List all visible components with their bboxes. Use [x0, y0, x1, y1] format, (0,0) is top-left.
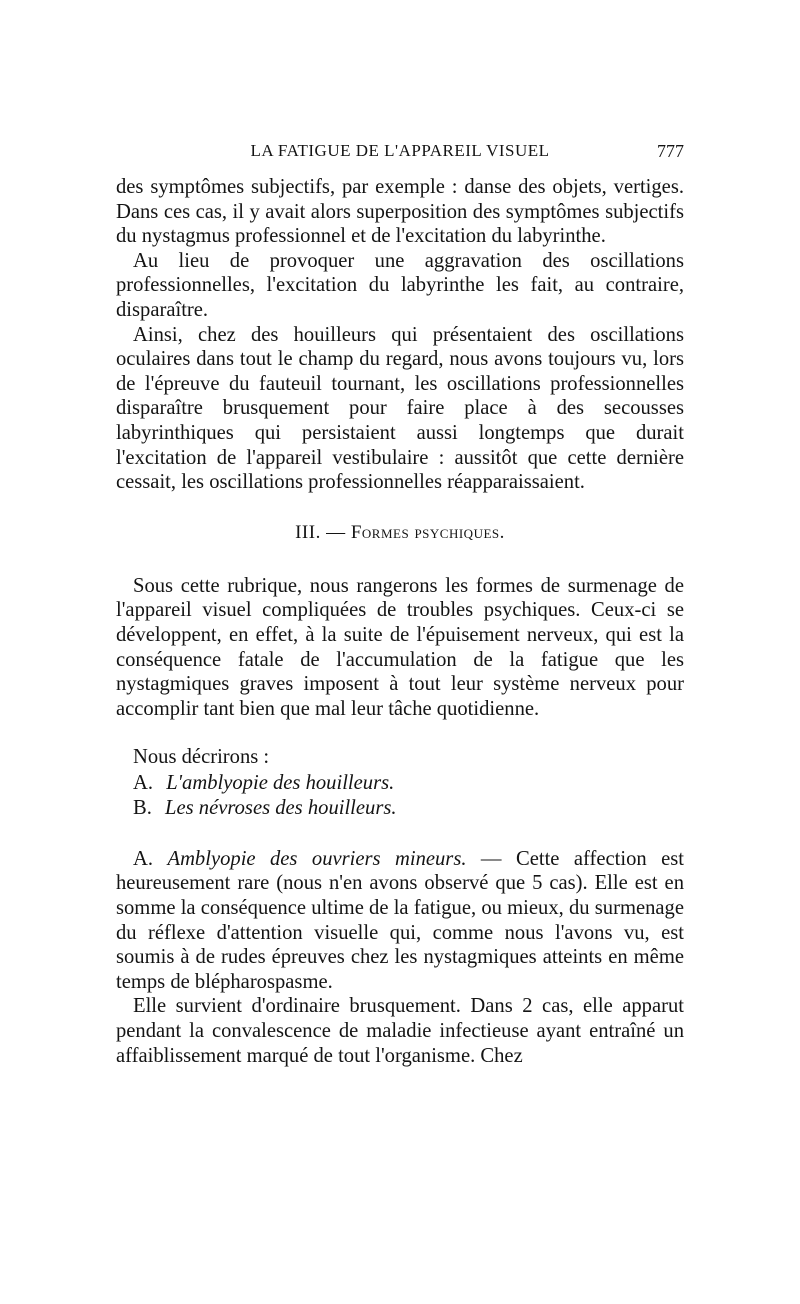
paragraph-continued: des symptômes subjectifs, par exemple : danse des objets, vertiges. Dans ces cas, il y avait alors superposition des symptômes subjectifs du nystagmus professionnel et de l'excitation du labyrinthe. [116, 176, 684, 248]
section-heading [116, 521, 684, 545]
paragraph-section-intro: Sous cette rubrique, nous rangerons les formes de surmenage de l'appareil visuel compliquées de troubles psychiques. Ceux-ci se développent, en effet, à la suite de l'épuisement nerveux, qui est la conséquence fatale de l'accumulation de la fatigue que les nystagmiques graves imposent à tout leur système nerveux pour accomplir tant bien que mal leur tâche quotidienne. [116, 574, 684, 720]
list-intro: Nous décrirons : [133, 746, 270, 769]
list-marker: B. [133, 797, 152, 820]
paragraph-labyrinth: Au lieu de provoquer une aggravation des oscillations professionnelles, l'excitation du labyrinthe les fait, au contraire, disparaître. [116, 249, 684, 321]
spacer [116, 822, 684, 847]
list-item-text: L'amblyopie des houilleurs. [166, 771, 395, 794]
paragraph-amblyopie [116, 847, 684, 995]
paragraph-final: Elle survient d'ordinaire brusquement. Dans 2 cas, elle apparut pendant la convalescence de maladie infectieuse ayant entraîné un affaiblissement marqué de tout l'organisme. Chez [116, 995, 684, 1067]
page-number: 777 [657, 141, 684, 161]
running-title: LA FATIGUE DE L'APPAREIL VISUEL [250, 141, 550, 160]
page-body [116, 175, 684, 1068]
paragraph-houilleurs: Ainsi, chez des houilleurs qui présentaient des oscillations oculaires dans tout le champ du regard, nous avons toujours vu, lors de l'épreuve du fauteuil tournant, les oscillations professionnelles disparaître brusquement pour faire place à des secousses labyrinthiques qui persistaient aussi longtemps que durait l'excitation de l'appareil vestibulaire : aussitôt que cette dernière cessait, les oscillations professionnelles réapparaissaient. [116, 323, 684, 494]
subsection-title: Amblyopie des ouvriers mineurs. [167, 847, 467, 870]
section-title: Formes psychiques. [350, 521, 505, 543]
subsection-text: — Cette affection est heureusement rare (nous n'en avons observé que 5 cas). Elle est en somme la conséquence ultime de la fatigue, ou mieux, du surmenage du réflexe d'attention visuelle qui, comme nous l'avons vu, est soumis à de rudes épreuves chez les nystagmiques atteints en même temps de blépharospasme. [116, 847, 684, 993]
running-head [116, 139, 684, 163]
list-item [116, 796, 684, 822]
list-marker: A. [133, 771, 154, 794]
section-number: III. — [295, 521, 346, 543]
list-item-text: Les névroses des houilleurs. [165, 797, 397, 820]
subsection-marker: A. [133, 847, 154, 870]
list-item [116, 771, 684, 797]
